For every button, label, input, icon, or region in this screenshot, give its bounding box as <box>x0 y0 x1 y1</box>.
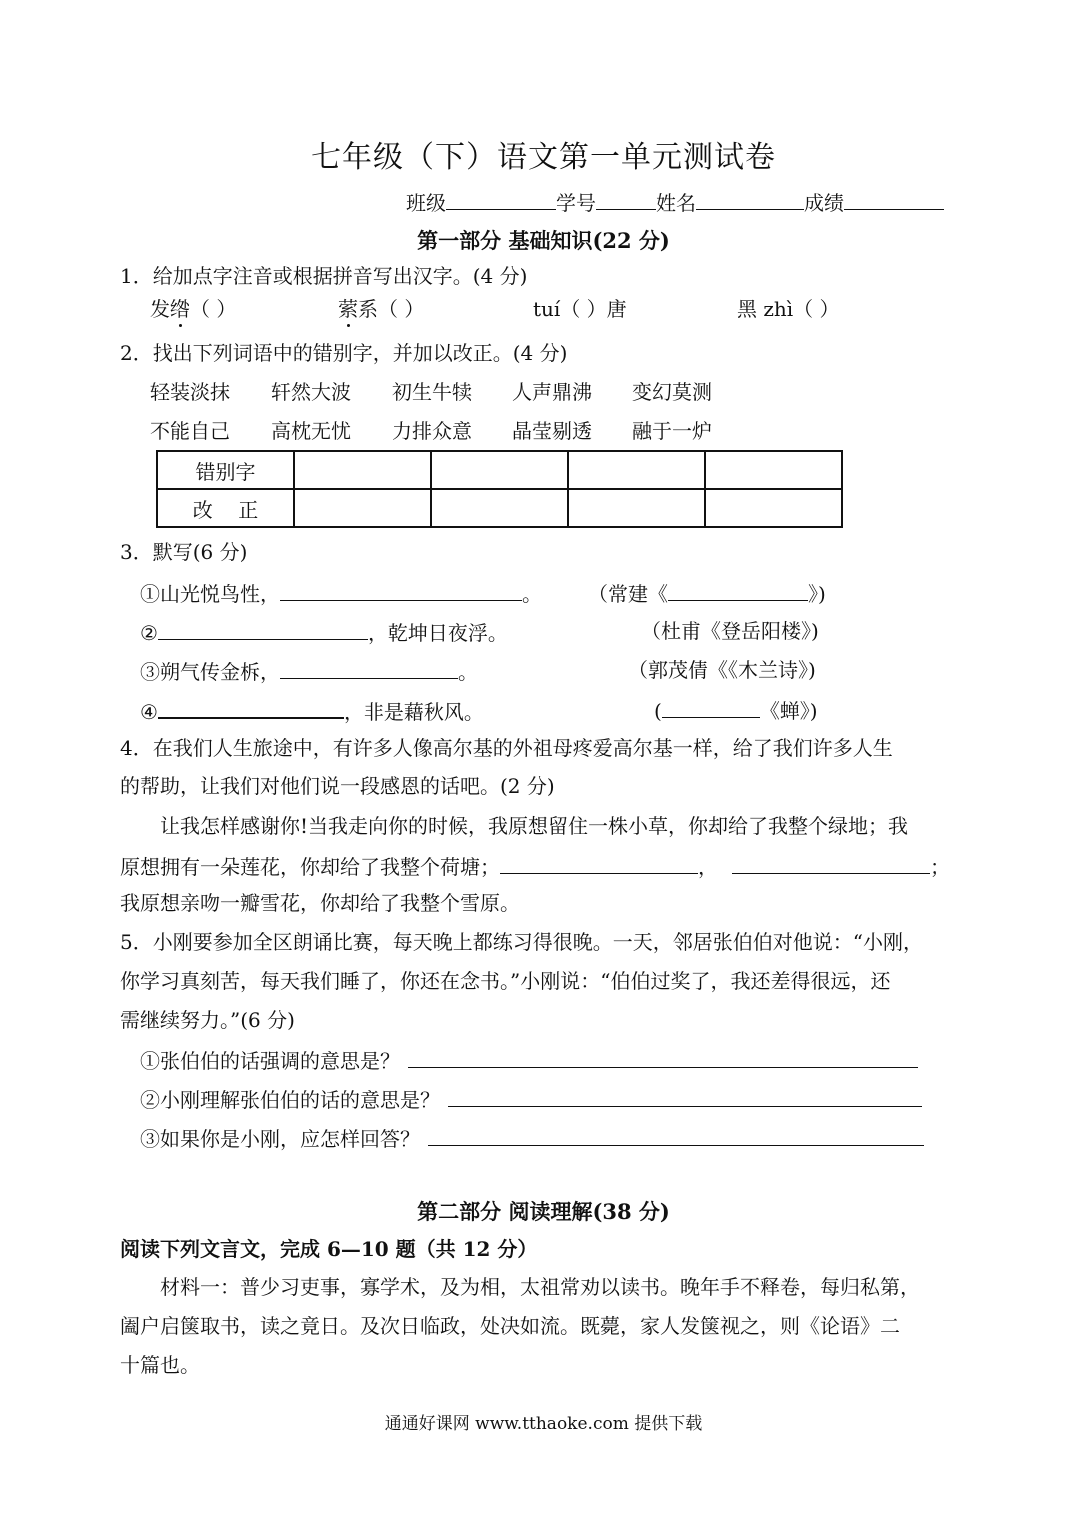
student-info-line <box>406 189 944 215</box>
material-1-line-2: 阖户启箧取书，读之竟日。及次日临政，处决如流。既薨，家人发箧视之，则《论语》二 <box>120 1314 900 1338</box>
q3-blank-1[interactable] <box>280 580 522 601</box>
q3-source-1: （常建《 》) <box>588 582 826 606</box>
q4-stem-1: 4．在我们人生旅途中，有许多人像高尔基的外祖母疼爱高尔基一样，给了我们许多人生 <box>120 736 893 760</box>
name-label: 姓名 <box>656 191 696 215</box>
score-blank[interactable] <box>844 189 944 210</box>
page-footer: 通通好课网 www.tthaoke.com 提供下载 <box>384 1414 703 1434</box>
q2-word-9: 晶莹剔透 <box>512 419 592 443</box>
q3-source-3: （郭茂倩《《木兰诗》) <box>628 658 816 682</box>
q2-stem: 2．找出下列词语中的错别字，并加以改正。(4 分) <box>120 341 568 365</box>
q1-item-4: 黑 zhì（ ） <box>737 297 840 321</box>
q2-word-7: 高枕无忧 <box>271 419 351 443</box>
number-blank[interactable] <box>596 189 656 210</box>
q3-source-2: （杜甫《登岳阳楼》) <box>641 619 819 643</box>
q5-blank-3[interactable] <box>428 1125 924 1146</box>
q2-answer-table <box>156 450 843 528</box>
q1-dotted-char-1: 绺 <box>170 297 190 321</box>
q2-word-8: 力排众意 <box>392 419 472 443</box>
q2-word-10: 融于一炉 <box>632 419 712 443</box>
table-cell[interactable] <box>568 451 705 489</box>
q4-blank-1[interactable] <box>500 853 698 874</box>
q5-answer-1: ①张伯伯的话强调的意思是？ <box>140 1047 918 1073</box>
page-title: 七年级（下）语文第一单元测试卷 <box>311 140 776 175</box>
table-cell[interactable] <box>294 451 431 489</box>
q1-item-2: 萦系（ ） <box>338 297 425 321</box>
table-cell[interactable] <box>568 489 705 527</box>
q3-source-4: ( 《蝉》) <box>654 699 818 723</box>
name-blank[interactable] <box>696 189 804 210</box>
q3-line-1: ①山光悦鸟性， 。 <box>140 582 542 606</box>
table-cell[interactable] <box>705 489 842 527</box>
q1-stem: 1．给加点字注音或根据拼音写出汉字。(4 分) <box>120 264 528 288</box>
q4-passage-2: 原想拥有一朵莲花，你却给了我整个荷塘； ， ； <box>120 855 950 879</box>
q2-word-2: 轩然大波 <box>271 380 351 404</box>
q5-stem-1: 5．小刚要参加全区朗诵比赛，每天晚上都练习得很晚。一天，邻居张伯伯对他说：“小刚， <box>120 930 923 954</box>
q3-blank-source[interactable] <box>668 580 808 601</box>
table-cell[interactable] <box>294 489 431 527</box>
material-1-line-3: 十篇也。 <box>120 1353 200 1377</box>
q3-stem: 3．默写(6 分) <box>120 540 248 564</box>
q5-blank-1[interactable] <box>408 1047 918 1068</box>
q1-dotted-char-2: 萦 <box>338 297 358 321</box>
q2-word-4: 人声鼎沸 <box>512 380 592 404</box>
q4-passage-1: 让我怎样感谢你!当我走向你的时候，我原想留住一株小草，你却给了我整个绿地；我 <box>160 814 909 838</box>
q5-stem-2: 你学习真刻苦，每天我们睡了，你还在念书。”小刚说：“伯伯过奖了，我还差得很远，还 <box>120 969 891 993</box>
q3-line-4: ④ ，非是藉秋风。 <box>140 697 484 724</box>
q2-word-1: 轻装淡抹 <box>150 380 230 404</box>
table-cell[interactable] <box>431 451 568 489</box>
class-label: 班级 <box>406 191 446 215</box>
q2-word-6: 不能自己 <box>150 419 230 443</box>
part2-subheading: 阅读下列文言文，完成 6—10 题（共 12 分） <box>120 1237 538 1261</box>
part1-heading: 第一部分 基础知识(22 分) <box>417 228 670 253</box>
q4-stem-2: 的帮助，让我们对他们说一段感恩的话吧。(2 分) <box>120 774 555 798</box>
q4-blank-2[interactable] <box>732 853 930 874</box>
q3-blank-4[interactable] <box>158 697 344 719</box>
q2-word-3: 初生牛犊 <box>392 380 472 404</box>
q3-blank-author[interactable] <box>662 697 760 718</box>
q1-item-3: tuí（ ）唐 <box>533 297 627 321</box>
class-blank[interactable] <box>446 189 556 210</box>
q3-blank-2[interactable] <box>158 619 368 640</box>
q3-line-3: ③朔气传金柝， 。 <box>140 660 478 684</box>
q3-blank-3[interactable] <box>280 658 458 679</box>
q5-answer-2: ②小刚理解张伯伯的话的意思是？ <box>140 1086 922 1112</box>
q5-stem-3: 需继续努力。”(6 分) <box>120 1008 295 1032</box>
material-1-line-1: 材料一：普少习吏事，寡学术，及为相，太祖常劝以读书。晚年手不释卷，每归私第， <box>160 1275 920 1299</box>
q2-word-5: 变幻莫测 <box>632 380 712 404</box>
q5-blank-2[interactable] <box>448 1086 922 1107</box>
table-label-correct: 改 正 <box>157 489 294 527</box>
table-label-wrong: 错别字 <box>157 451 294 489</box>
part2-heading: 第二部分 阅读理解(38 分) <box>417 1199 670 1224</box>
table-cell[interactable] <box>431 489 568 527</box>
q4-passage-3: 我原想亲吻一瓣雪花，你却给了我整个雪原。 <box>120 891 520 915</box>
table-cell[interactable] <box>705 451 842 489</box>
number-label: 学号 <box>556 191 596 215</box>
q5-answer-3: ③如果你是小刚，应怎样回答？ <box>140 1125 924 1151</box>
q1-item-1: 发绺（ ） <box>150 297 237 321</box>
score-label: 成绩 <box>804 191 844 215</box>
q3-line-2: ② ，乾坤日夜浮。 <box>140 621 508 645</box>
